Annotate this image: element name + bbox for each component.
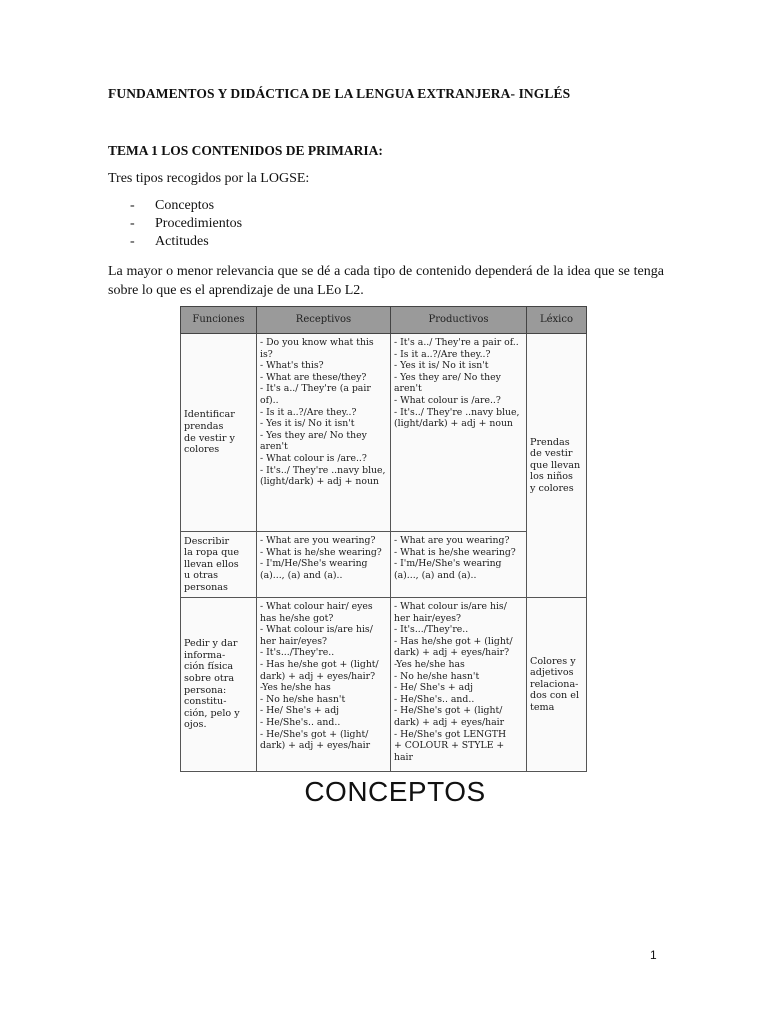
receptive-cell [257,334,391,532]
cell-line: Pedir y dar [184,638,238,650]
table-row [181,532,587,598]
function-cell [181,598,257,772]
cell-line: - What colour hair/ eyes [260,601,373,612]
cell-line: (light/dark) + adj + noun [260,476,379,488]
cell-line: informa- [184,649,226,661]
cell-line: - It's../ They're ..navy blue, [394,406,520,418]
cell-line: los niños [530,471,573,483]
header-funciones: Funciones [181,307,257,334]
table-row [181,598,587,772]
intro-text: Tres tipos recogidos por la LOGSE: [108,171,310,186]
cell-line: dark) + adj + eyes/hair? [260,670,376,682]
cell-line: - What are these/they? [260,371,367,383]
cell-line: - He/ She's + adj [394,682,474,694]
cell-line: (a)..., (a) and (a).. [394,569,477,581]
cell-line: colores [184,444,220,456]
receptive-cell [257,532,391,598]
cell-line: - What is he/she wearing? [260,546,382,558]
cell-line: -Yes he/she has [260,682,331,694]
cell-line: - What colour is /are..? [260,452,367,464]
cell-line: persona: [184,684,227,696]
cell-line: Prendas [530,436,570,448]
function-cell [181,532,257,598]
cell-line: - It's../ They're ..navy blue, [260,464,386,476]
cell-line: - Yes they are/ No they [260,429,367,441]
cell-line: hair [394,751,413,763]
cell-line: - It's.../They're.. [260,647,335,659]
cell-line: - No he/she hasn't [260,693,346,705]
function-cell [181,334,257,532]
cell-line: - I'm/He/She's wearing [260,558,368,570]
cell-line: dark) + adj + eyes/hair? [394,647,510,659]
cell-line: ción física [184,661,234,673]
cell-line: - He/ She's + adj [260,705,340,717]
cell-line: tema [530,701,555,713]
cell-line: - It's a../ They're a pair of.. [394,337,519,348]
cell-line: personas [184,581,228,593]
header-receptivos: Receptivos [257,307,391,334]
list-item: - Procedimientos [130,216,243,231]
cell-line: aren't [394,383,422,395]
cell-line: - He/She's got LENGTH [394,728,507,740]
cell-line: dos con el [530,690,580,702]
list-item: - Actitudes [130,234,209,249]
cell-line: - What colour is/are his/ [394,601,507,612]
cell-line: ojos. [184,719,207,731]
cell-line: - It's a../ They're (a pair [260,383,371,395]
cell-line: llevan ellos [184,558,239,570]
cell-line: - It's.../They're.. [394,624,469,636]
header-productivos: Productivos [391,307,527,334]
cell-line: constitu- [184,696,227,708]
cell-line: - He/She's.. and.. [260,716,341,728]
cell-line: - Yes they are/ No they [394,371,501,383]
cell-line: - Yes it is/ No it isn't [394,360,489,372]
cell-line: - What is he/she wearing? [394,546,516,558]
cell-line: u otras [184,570,219,582]
cell-line: Identificar [184,409,235,421]
cell-line: ción, pelo y [184,707,240,719]
cell-line: adjetivos [530,667,574,679]
cell-line: -Yes he/she has [394,658,465,670]
cell-line: de vestir y [184,432,235,444]
cell-line: de vestir [530,448,573,460]
lexicon-cell [527,598,587,772]
cell-line: aren't [260,441,288,453]
cell-line: Describir [184,535,230,547]
cell-line: has he/she got? [260,612,334,624]
topic-heading: TEMA 1 LOS CONTENIDOS DE PRIMARIA: [108,143,383,158]
cell-line: - What colour is/are his/ [260,624,373,636]
cell-line: prendas [184,420,224,432]
body-paragraph: La mayor o menor relevancia que se dé a cada tipo de contenido dependerá de la idea que se tenga sobre lo que es el aprendizaje de una LEo L2. [108,264,664,298]
cell-line: is? [260,348,273,360]
cell-line: - No he/she hasn't [394,670,480,682]
cell-line: - He/She's got + (light/ [260,728,369,740]
receptive-cell [257,598,391,772]
cell-line: y colores [530,482,574,494]
cell-line: - I'm/He/She's wearing [394,558,502,570]
cell-line: her hair/eyes? [260,635,327,647]
cell-line: - Is it a..?/Are they..? [394,348,491,360]
cell-line: relaciona- [530,678,579,690]
cell-line: - What colour is /are..? [394,394,501,406]
table-header-row [181,307,587,334]
cell-line: - Do you know what this [260,337,374,348]
table-row [181,334,587,532]
productive-cell [391,334,527,532]
section-caption: CONCEPTOS [304,776,486,807]
cell-line: dark) + adj + eyes/hair [260,740,371,752]
cell-line: - What are you wearing? [394,535,510,546]
cell-line: - Yes it is/ No it isn't [260,418,355,430]
cell-line: Colores y [530,655,576,667]
lexicon-cell [527,334,587,598]
cell-line: of).. [260,394,279,406]
cell-line: - Has he/she got + (light/ [260,658,379,670]
cell-line: la ropa que [184,547,240,559]
cell-line: (light/dark) + adj + noun [394,418,513,430]
cell-line: dark) + adj + eyes/hair [394,716,505,728]
cell-line: her hair/eyes? [394,612,461,624]
content-types-list [108,197,242,251]
cell-line: - He/She's.. and.. [394,693,475,705]
cell-line: (a)..., (a) and (a).. [260,569,343,581]
header-lexico: Léxico [527,307,587,334]
cell-line: + COLOUR + STYLE + [394,740,505,752]
list-item: - Conceptos [130,198,215,213]
cell-line: - He/She's got + (light/ [394,705,503,717]
productive-cell [391,532,527,598]
cell-line: sobre otra [184,672,235,684]
scanned-table-image [180,306,586,770]
cell-line: - What are you wearing? [260,535,376,546]
cell-line: - Has he/she got + (light/ [394,635,513,647]
cell-line: - What's this? [260,360,324,372]
page-number: 1 [650,948,657,962]
cell-line: - Is it a..?/Are they..? [260,406,357,418]
cell-line: que llevan [530,459,581,471]
document-title: FUNDAMENTOS Y DIDÁCTICA DE LA LENGUA EXTRANJERA- INGLÉS [108,86,571,101]
functions-table [180,306,587,772]
productive-cell [391,598,527,772]
